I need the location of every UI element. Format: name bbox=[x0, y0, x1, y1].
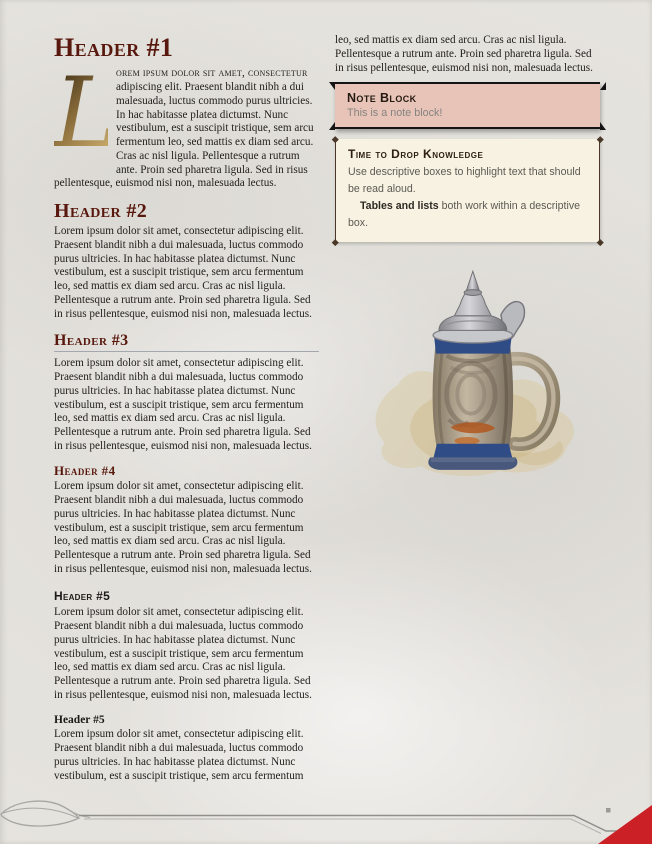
note-block bbox=[335, 82, 600, 129]
note-corner-tip-icon bbox=[600, 122, 606, 130]
corner-dot-icon bbox=[597, 136, 603, 142]
two-column-layout bbox=[54, 34, 600, 790]
paragraph: Lorem ipsum dolor sit amet, consectetur adipiscing elit. Praesent blandit nibh a dui malesuada, luctus commodo purus ultricies. In hac habitasse platea dictumst. Nunc vestibulum, est a suscipit tristique, sem arcu fermentum leo, sed mattis ex diam sed arcu. Cras ac nisl ligula. Pellentesque a rutrum ante. Proin sed pharetra ligula. Sed in risus pellentesque, euismod nisi non, malesuada lectus. bbox=[54, 480, 312, 575]
note-corner-tip-icon bbox=[329, 82, 335, 90]
paragraph: Lorem ipsum dolor sit amet, consectetur adipiscing elit. Praesent blandit nibh a dui malesuada, luctus commodo purus ultricies. In hac habitasse platea dictumst. Nunc vestibulum, est a suscipit tristique, sem arcu fermentum leo, sed mattis ex diam sed arcu. Cras ac nisl ligula. Pellentesque a rutrum ante. Proin sed pharetra ligula. Sed in risus pellentesque, euismod nisi non, malesuada lectus. bbox=[54, 225, 312, 320]
paragraph: Lorem ipsum dolor sit amet, consectetur adipiscing elit. Praesent blandit nibh a dui malesuada, luctus commodo purus ultricies. In hac habitasse platea dictumst. Nunc vestibulum, est a suscipit tristique, sem arcu fermentum leo, sed mattis ex diam sed arcu. Cras ac nisl ligula. Pellentesque a rutrum ante. Proin sed pharetra ligula. Sed in risus pellentesque, euismod nisi non, malesuada lectus. bbox=[54, 606, 312, 701]
paragraph-continued: leo, sed mattis ex diam sed arcu. Cras ac nisl ligula. Pellentesque a rutrum ante. Proin sed pharetra ligula. Sed in risus pellentesque, euismod nisi non, malesuada lectus. bbox=[335, 34, 593, 74]
note-corner-tip-icon bbox=[329, 122, 335, 130]
corner-dot-icon bbox=[332, 136, 338, 142]
stein-image bbox=[342, 264, 594, 482]
descriptive-box-title: Time to Drop Knowledge bbox=[348, 147, 484, 162]
right-column bbox=[335, 34, 600, 790]
corner-dot-icon bbox=[597, 239, 603, 245]
left-column bbox=[54, 34, 319, 790]
note-block-text: This is a note block! bbox=[347, 107, 443, 120]
header-5-smallcaps: Header #5 bbox=[54, 588, 111, 603]
descriptive-box bbox=[335, 139, 600, 242]
corner-dot-icon bbox=[332, 239, 338, 245]
descriptive-box-line1: Use descriptive boxes to highlight text that should be read aloud. bbox=[348, 166, 581, 196]
footer-ornament bbox=[0, 792, 652, 844]
paragraph-truncated: Lorem ipsum dolor sit amet, consectetur adipiscing elit. Praesent blandit nibh a dui malesuada, luctus commodo purus ultricies. In hac habitasse platea dictumst. Nunc vestibulum, est a suscipit tristique, sem arcu fermentum bbox=[54, 728, 304, 782]
lead-smallcaps-text: orem ipsum dolor sit amet, consectetur bbox=[116, 67, 308, 80]
dropcap-letter: L bbox=[54, 57, 118, 170]
header-5-bold: Header #5 bbox=[54, 713, 105, 726]
paragraph: Lorem ipsum dolor sit amet, consectetur adipiscing elit. Praesent blandit nibh a dui malesuada, luctus commodo purus ultricies. In hac habitasse platea dictumst. Nunc vestibulum, est a suscipit tristique, sem arcu fermentum leo, sed mattis ex diam sed arcu. Cras ac nisl ligula. Pellentesque a rutrum ante. Proin sed pharetra ligula. Sed in risus pellentesque, euismod nisi non, malesuada lectus. bbox=[54, 357, 312, 452]
descriptive-box-line2 bbox=[348, 198, 587, 232]
header-1: Header #1 bbox=[54, 33, 174, 62]
header-4: Header #4 bbox=[54, 462, 116, 478]
footer-dot-icon bbox=[606, 808, 611, 813]
descriptive-bold-lead: Tables and lists bbox=[360, 200, 439, 213]
paragraph-with-dropcap bbox=[54, 57, 319, 191]
descriptive-line2-rest: both work within a descriptive box. bbox=[348, 200, 581, 230]
note-block-title: Note Block bbox=[347, 91, 417, 106]
paragraph-text: adipiscing elit. Praesent blandit nibh a dui malesuada, luctus commodo purus ultricies. In hac habitasse platea dictumst. Nunc vestibulum, est a suscipit tristique, sem arcu fermentum leo, sed mattis ex diam sed arcu. Cras ac nisl ligula. Pellentesque a rutrum ante. Proin sed pharetra ligula. Sed in risus pellentesque, euismod nisi non, malesuada lectus. bbox=[54, 81, 314, 190]
note-corner-tip-icon bbox=[600, 82, 606, 90]
stein-illustration bbox=[335, 264, 600, 482]
header-2: Header #2 bbox=[54, 200, 148, 223]
header-3: Header #3 bbox=[54, 333, 319, 353]
